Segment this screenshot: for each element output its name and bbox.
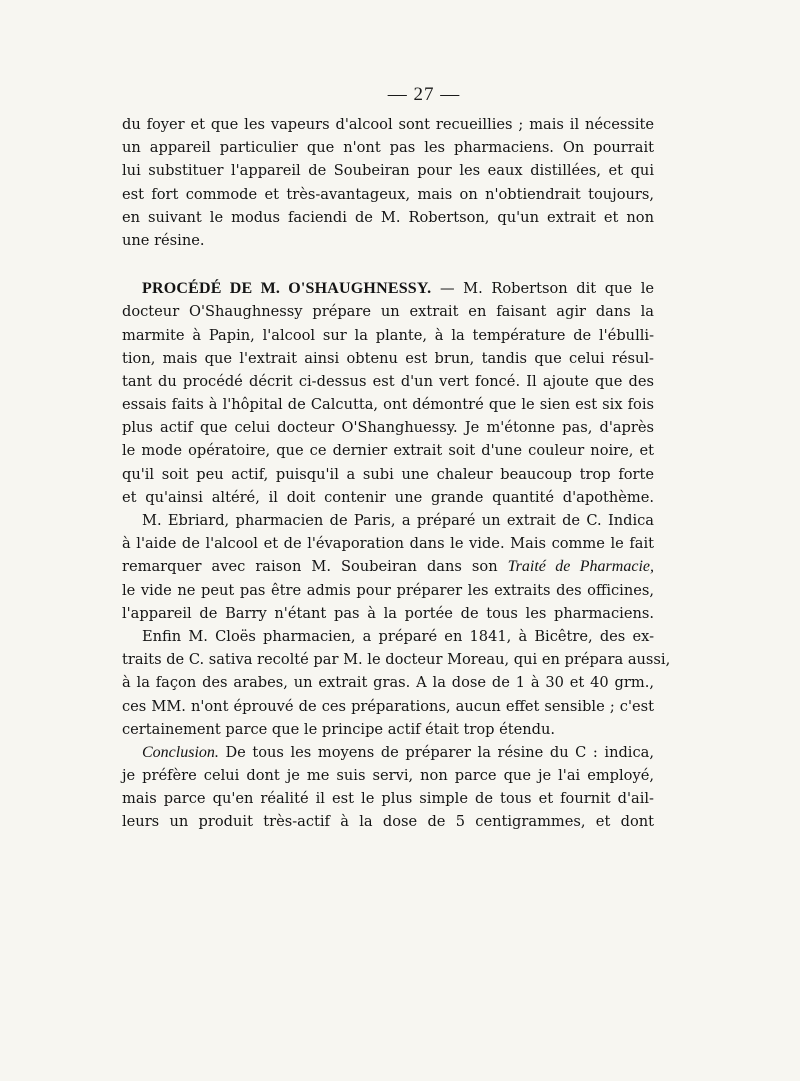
text-line: M. Ebriard, pharmacien de Paris, a préparé un extrait de C. Indica (142, 512, 654, 529)
text-line: plus actif que celui docteur O'Shanghuessy. Je m'étonne pas, d'après (122, 419, 654, 437)
page-number: — 27 — (387, 84, 461, 105)
heading-line-rest: — M. Robertson dit que le (431, 280, 654, 298)
text-line: mais parce qu'en réalité il est le plus simple de tous et fournit d'ail- (122, 790, 654, 808)
text-line: essais faits à l'hôpital de Calcutta, ont démontré que le sien est six fois (122, 396, 654, 414)
text-line: tant du procédé décrit ci-dessus est d'un vert foncé. Il ajoute que des (122, 372, 654, 390)
paragraph-2 (122, 277, 654, 509)
text-line: du foyer et que les vapeurs d'alcool sont recueillies ; mais il nécessite (122, 116, 654, 133)
text-line: marmite à Papin, l'alcool sur la plante, à la température de l'ébulli- (122, 326, 654, 344)
book-title: Traité de Pharmacie, (507, 558, 654, 576)
text-line: une résine. (122, 231, 205, 249)
text-line: qu'il soit peu actif, puisqu'il a subi une chaleur beaucoup trop forte (122, 465, 654, 483)
section-heading: PROCÉDÉ DE M. O'SHAUGHNESSY. (142, 280, 432, 298)
text-line (122, 277, 654, 300)
text-line (122, 741, 654, 764)
paragraph-1 (122, 113, 654, 252)
text-line: et qu'ainsi altéré, il doit contenir une grande quantité d'apothème. (122, 488, 654, 506)
text-line: l'appareil de Barry n'étant pas à la portée de tous les pharmaciens. (122, 604, 654, 622)
text-line: traits de C. sativa recolté par M. le docteur Moreau, qui en prépara aussi, (122, 651, 671, 669)
text-line: un appareil particulier que n'ont pas les pharmaciens. On pourrait (122, 139, 654, 157)
text-line: je préfère celui dont je me suis servi, non parce que je l'ai employé, (122, 767, 654, 785)
text-line: leurs un produit très-actif à la dose de 5 centigrammes, et dont (122, 813, 654, 831)
text-line (122, 555, 654, 578)
text-segment: remarquer avec raison M. Soubeiran dans son (122, 558, 508, 576)
text-line: certainement parce que le principe actif était trop étendu. (122, 720, 556, 738)
text-line: le mode opératoire, que ce dernier extrait soit d'une couleur noire, et (122, 442, 654, 460)
text-line: docteur O'Shaughnessy prépare un extrait en faisant agir dans la (122, 303, 654, 321)
text-line: en suivant le modus faciendi de M. Robertson, qu'un extrait et non (122, 208, 654, 226)
text-line: ces MM. n'ont éprouvé de ces préparations, aucun effet sensible ; c'est (122, 697, 654, 715)
paragraph-4 (122, 625, 671, 741)
paragraph-5 (122, 741, 654, 834)
text-line: à la façon des arabes, un extrait gras. A la dose de 1 à 30 et 40 grm., (122, 674, 654, 692)
text-line: est fort commode et très-avantageux, mais on n'obtiendrait toujours, (122, 185, 654, 203)
body-text (122, 113, 671, 834)
conclusion-label: Conclusion. (142, 743, 219, 761)
text-line: tion, mais que l'extrait ainsi obtenu est brun, tandis que celui résul- (122, 349, 654, 367)
paragraph-3 (122, 509, 654, 625)
text-segment: De tous les moyens de préparer la résine du C : indica, (218, 743, 654, 761)
text-line: Enfin M. Cloës pharmacien, a préparé en 1841, à Bicêtre, des ex- (142, 627, 654, 645)
text-line: le vide ne peut pas être admis pour préparer les extraits des officines, (122, 581, 654, 599)
text-line: à l'aide de l'alcool et de l'évaporation dans le vide. Mais comme le fait (122, 535, 654, 553)
text-line: lui substituer l'appareil de Soubeiran pour les eaux distillées, et qui (122, 162, 654, 180)
